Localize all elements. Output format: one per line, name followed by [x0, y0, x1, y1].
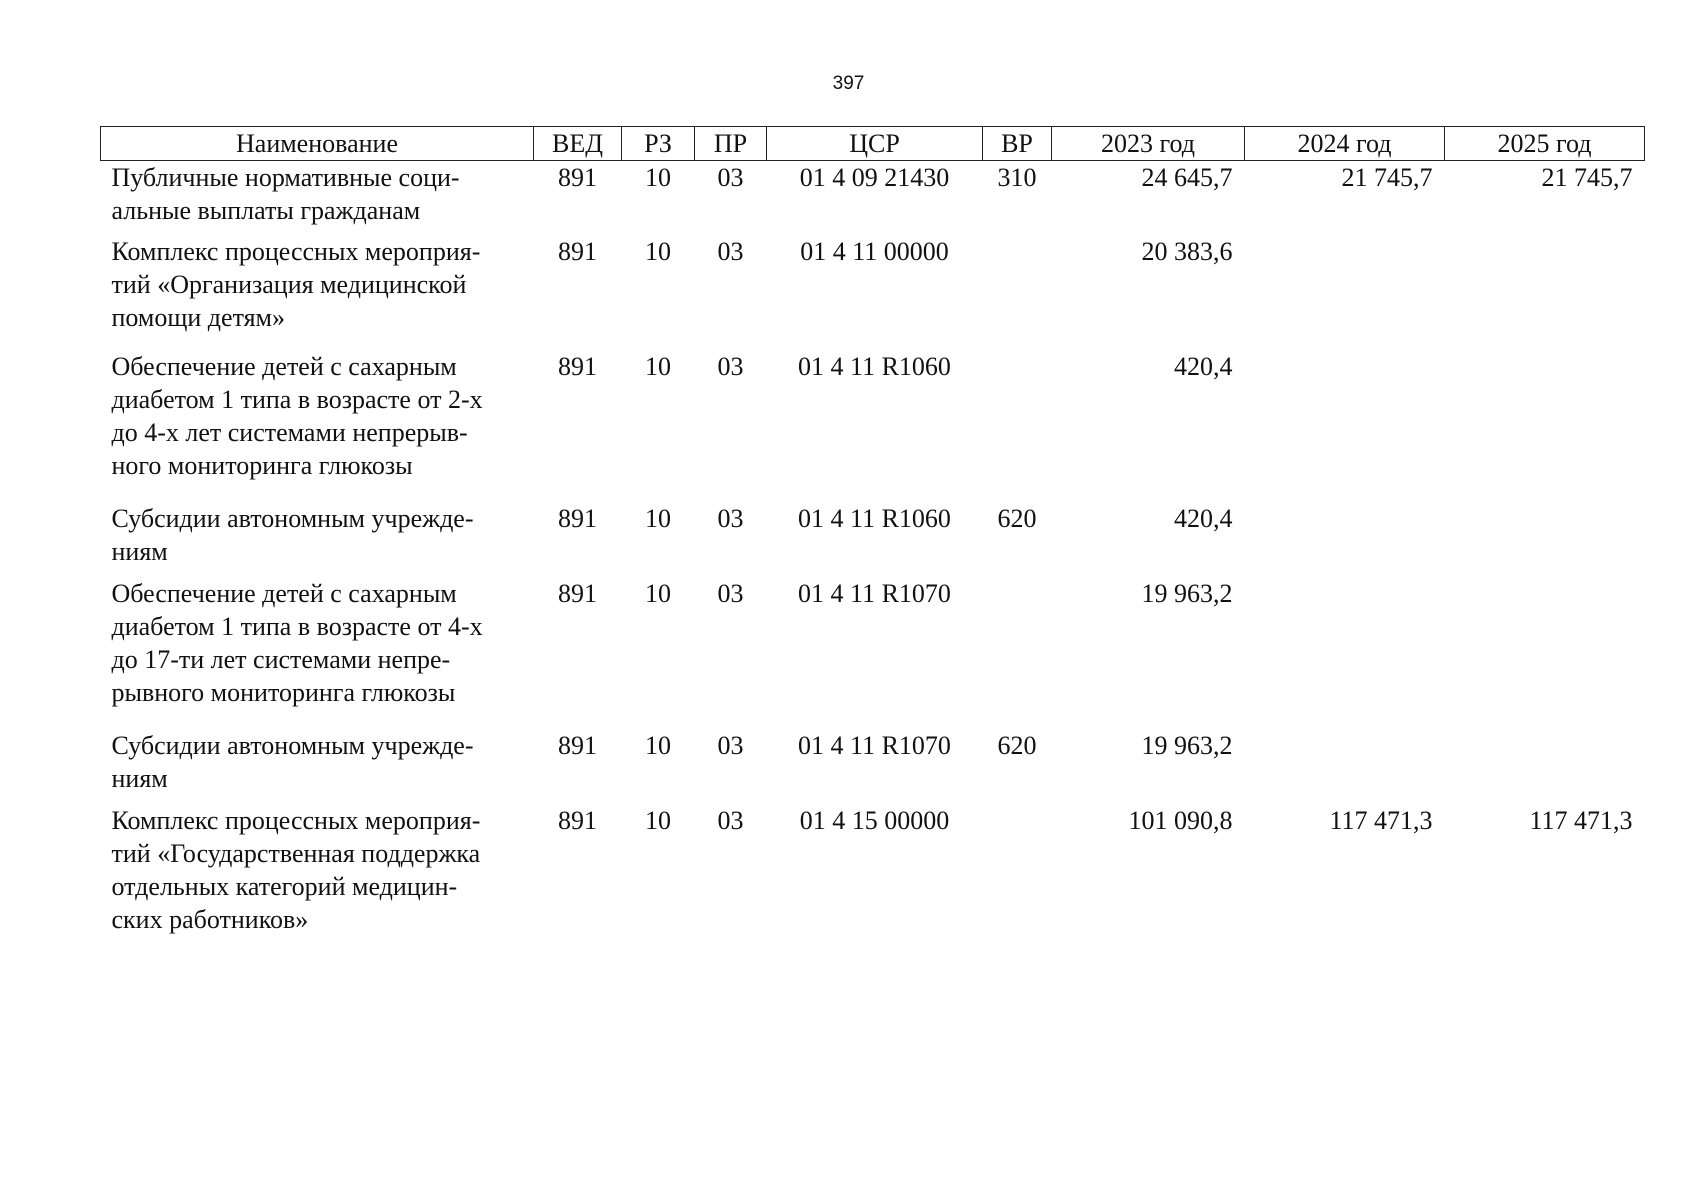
name-line: тий «Государственная поддержка: [111, 839, 481, 868]
row-name: [101, 502, 534, 577]
cell-2024: 117 471,3: [1329, 806, 1433, 835]
name-line: ниям: [111, 764, 168, 793]
cell-ved: 891: [558, 731, 597, 760]
header-row: [101, 127, 1645, 161]
name-line: Субсидии автономным учрежде-: [111, 504, 474, 533]
cell-2025: [1445, 235, 1645, 350]
name-line: до 4-х лет системами непрерыв-: [111, 418, 468, 447]
cell-vr: [983, 350, 1052, 502]
name-line: Субсидии автономным учрежде-: [111, 731, 474, 760]
table-row: [101, 235, 1645, 350]
name-line: Публичные нормативные соци-: [111, 163, 460, 192]
table-row: [101, 729, 1645, 804]
cell-2025: [1445, 502, 1645, 577]
name-line: отдельных категорий медицин-: [111, 872, 458, 901]
cell-csr: 01 4 11 R1070: [798, 579, 951, 608]
table-row: [101, 577, 1645, 729]
cell-pr: 03: [717, 163, 744, 192]
header-2024: 2024 год: [1245, 127, 1445, 161]
cell-vr: 620: [997, 731, 1037, 760]
cell-csr: 01 4 09 21430: [799, 163, 950, 192]
cell-2023: 24 645,7: [1141, 163, 1233, 192]
name-line: ного мониторинга глюкозы: [111, 451, 413, 480]
cell-rz: 10: [645, 504, 671, 533]
cell-pr: 03: [717, 806, 744, 835]
cell-2025: [1445, 729, 1645, 804]
cell-vr: [983, 577, 1052, 729]
name-line: Обеспечение детей с сахарным: [111, 352, 457, 381]
row-name: [101, 804, 534, 936]
budget-table: [100, 126, 1645, 936]
cell-rz: 10: [645, 806, 671, 835]
name-line: рывного мониторинга глюкозы: [111, 678, 456, 707]
name-line: альные выплаты гражданам: [111, 196, 421, 225]
cell-vr: 620: [997, 504, 1037, 533]
cell-2024: [1245, 235, 1445, 350]
row-name: [101, 350, 534, 502]
cell-2024: 21 745,7: [1341, 163, 1433, 192]
cell-2024: [1245, 502, 1445, 577]
cell-pr: 03: [717, 579, 744, 608]
cell-2023: 420,4: [1174, 504, 1233, 533]
name-line: Обеспечение детей с сахарным: [111, 579, 457, 608]
cell-ved: 891: [558, 237, 597, 266]
cell-vr: [983, 235, 1052, 350]
table-row: [101, 350, 1645, 502]
header-rz: РЗ: [622, 127, 695, 161]
cell-2023: 420,4: [1174, 352, 1233, 381]
cell-2023: 19 963,2: [1141, 579, 1233, 608]
cell-rz: 10: [645, 163, 671, 192]
cell-pr: 03: [717, 731, 744, 760]
row-name: [101, 235, 534, 350]
cell-2023: 20 383,6: [1141, 237, 1233, 266]
cell-csr: 01 4 11 R1060: [798, 504, 951, 533]
cell-pr: 03: [717, 352, 744, 381]
cell-csr: 01 4 11 00000: [800, 237, 949, 266]
name-line: ских работников»: [111, 905, 309, 934]
header-pr: ПР: [695, 127, 767, 161]
name-line: Комплекс процессных мероприя-: [111, 806, 481, 835]
name-line: помощи детям»: [111, 303, 286, 332]
cell-2025: 117 471,3: [1529, 806, 1633, 835]
name-line: до 17-ти лет системами непре-: [111, 645, 451, 674]
table-row: [101, 161, 1645, 236]
cell-rz: 10: [645, 731, 671, 760]
header-vr: ВР: [983, 127, 1052, 161]
cell-ved: 891: [558, 504, 597, 533]
name-line: ниям: [111, 537, 168, 566]
table-row: [101, 804, 1645, 936]
cell-csr: 01 4 11 R1060: [798, 352, 951, 381]
row-name: [101, 577, 534, 729]
cell-pr: 03: [717, 504, 744, 533]
cell-vr: 310: [997, 163, 1037, 192]
cell-2025: [1445, 350, 1645, 502]
cell-2025: [1445, 577, 1645, 729]
cell-rz: 10: [645, 579, 671, 608]
cell-ved: 891: [558, 352, 597, 381]
cell-rz: 10: [645, 237, 671, 266]
cell-ved: 891: [558, 806, 597, 835]
header-name: Наименование: [101, 127, 534, 161]
page-number: 397: [832, 73, 865, 94]
cell-2024: [1245, 729, 1445, 804]
cell-2024: [1245, 577, 1445, 729]
header-2025: 2025 год: [1445, 127, 1645, 161]
name-line: Комплекс процессных мероприя-: [111, 237, 481, 266]
cell-vr: [983, 804, 1052, 936]
table-row: [101, 502, 1645, 577]
header-2023: 2023 год: [1052, 127, 1245, 161]
cell-ved: 891: [558, 163, 597, 192]
header-csr: ЦСР: [767, 127, 983, 161]
name-line: тий «Организация медицинской: [111, 270, 467, 299]
cell-2025: 21 745,7: [1541, 163, 1633, 192]
cell-ved: 891: [558, 579, 597, 608]
name-line: диабетом 1 типа в возрасте от 2-х: [111, 385, 483, 414]
header-ved: ВЕД: [534, 127, 622, 161]
cell-2024: [1245, 350, 1445, 502]
cell-csr: 01 4 15 00000: [799, 806, 950, 835]
cell-csr: 01 4 11 R1070: [798, 731, 951, 760]
row-name: [101, 161, 534, 236]
name-line: диабетом 1 типа в возрасте от 4-х: [111, 612, 483, 641]
cell-rz: 10: [645, 352, 671, 381]
row-name: [101, 729, 534, 804]
cell-2023: 101 090,8: [1128, 806, 1233, 835]
cell-2023: 19 963,2: [1141, 731, 1233, 760]
cell-pr: 03: [717, 237, 744, 266]
